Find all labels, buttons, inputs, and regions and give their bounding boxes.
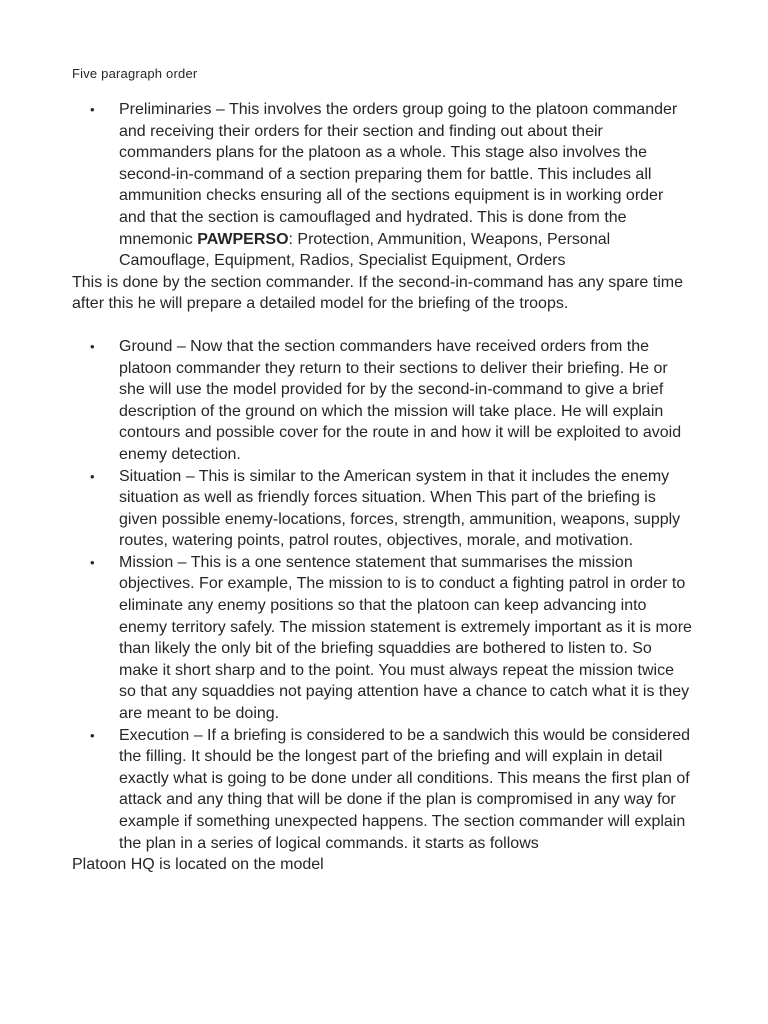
- paragraph-platoon-hq: Platoon HQ is located on the model: [72, 856, 324, 874]
- bullet-item: [72, 552, 694, 725]
- bullet-text: Ground – Now that the section commanders have received orders from the platoon commander they return to their sections to deliver their briefing. He or she will use the model provided for by the second-in-command to give a brief description of the ground on which the mission will take place. He will explain contours and possible cover for the route in and how it will be exploited to avoid enemy detection.: [119, 337, 682, 463]
- bullet-marker: •: [90, 554, 95, 570]
- bold-text: PAWPERSO: [197, 230, 289, 248]
- paragraph-section-commander: This is done by the section commander. If the second-in-command has any spare time after this he will prepare a detailed model for the briefing of the troops.: [72, 273, 683, 313]
- bullet-item: [72, 336, 694, 466]
- bullet-marker: •: [90, 727, 95, 743]
- bullet-text: Preliminaries – This involves the orders group going to the platoon commander and receiving their orders for their section and finding out about their commanders plans for the platoon as a whole. This stage also involves the second-in-command of a section preparing them for battle. This includes all ammunition checks ensuring all of the sections equipment is in working order and that the section is camouflaged and hydrated. This is done from the mnemonic PAWPERSO: Protection, Ammunition, Weapons, Personal Camouflage, Equipment, Radios, Specialist Equipment, Orders: [119, 101, 678, 270]
- bullet-item: [72, 466, 694, 552]
- page-title: Five paragraph order: [72, 66, 198, 81]
- bullet-marker: •: [90, 338, 95, 354]
- bullet-text: Mission – This is a one sentence statement that summarises the mission objectives. For example, The mission to is to conduct a fighting patrol in order to eliminate any enemy positions so that the platoon can keep advancing into enemy territory safely. The mission statement is extremely important as it is more than likely the only bit of the briefing squaddies are bothered to listen to. So make it short sharp and to the point. You must always repeat the mission twice so that any squaddies not paying attention have a chance to catch what it is they are meant to be doing.: [119, 553, 692, 723]
- bullet-marker: •: [90, 102, 95, 117]
- bullet-item: [72, 725, 694, 855]
- bullet-list-preliminaries: [72, 99, 694, 272]
- bullet-item: [72, 99, 694, 272]
- bullet-text: Execution – If a briefing is considered to be a sandwich this would be considered the filling. It should be the longest part of the briefing and will explain in detail exactly what is going to be done under all conditions. This means the first plan of attack and any thing that will be done if the plan is compromised in any way for example if something unexpected happens. The section commander will explain the plan in a series of logical commands. it starts as follows: [119, 726, 691, 852]
- bullet-text: Situation – This is similar to the American system in that it includes the enemy situation as well as friendly forces situation. When This part of the briefing is given possible enemy-locations, forces, strength, ammunition, weapons, supply routes, watering points, patrol routes, objectives, morale, and motivation.: [119, 467, 681, 550]
- bullet-list-orders: [72, 336, 694, 854]
- document-page: [72, 66, 694, 876]
- bullet-marker: •: [90, 468, 95, 484]
